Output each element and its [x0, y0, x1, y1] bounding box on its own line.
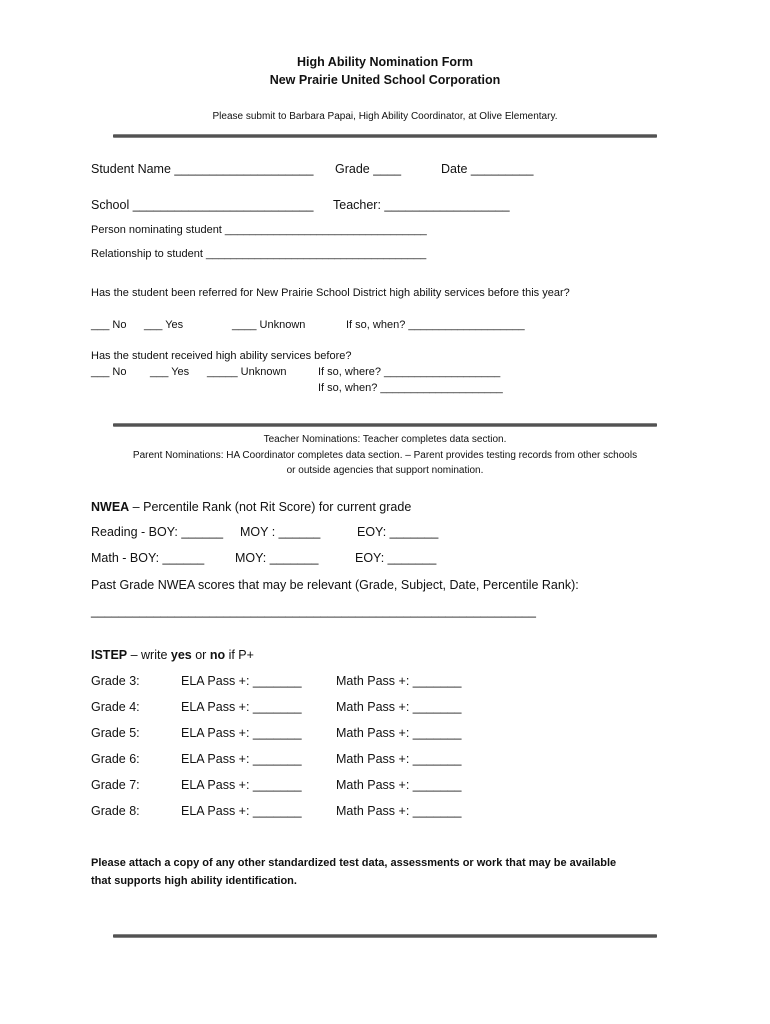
received-yes-option[interactable]: ___ Yes: [150, 366, 190, 378]
received-unknown-option[interactable]: _____ Unknown: [207, 366, 287, 378]
ela-pass-field[interactable]: ELA Pass +: _______: [181, 674, 302, 688]
parent-nominations-note-cont: or outside agencies that support nomination.: [286, 465, 484, 476]
grade-field[interactable]: Grade ____: [335, 162, 402, 176]
istep-grade-label: Grade 4:: [91, 700, 140, 714]
math-moy-field[interactable]: MOY: _______: [235, 551, 319, 565]
nominator-field[interactable]: Person nominating student _________________________________: [91, 224, 427, 236]
math-pass-field[interactable]: Math Pass +: _______: [336, 700, 462, 714]
attachment-note: Please attach a copy of any other standardized test data, assessments or work that may be available: [91, 857, 617, 869]
referral-yes-option[interactable]: ___ Yes: [144, 319, 184, 331]
divider: [113, 423, 657, 427]
math-pass-field[interactable]: Math Pass +: _______: [336, 804, 462, 818]
received-question: Has the student received high ability services before?: [91, 350, 352, 362]
student-name-field[interactable]: Student Name ____________________: [91, 162, 314, 176]
nwea-heading: NWEA – Percentile Rank (not Rit Score) for current grade: [91, 500, 412, 514]
divider: [113, 934, 657, 938]
form-title: High Ability Nomination Form: [297, 55, 473, 69]
istep-grade-label: Grade 6:: [91, 752, 140, 766]
past-nwea-line[interactable]: ________________________________________________________________: [91, 604, 536, 618]
past-nwea-label: Past Grade NWEA scores that may be relevant (Grade, Subject, Date, Percentile Rank):: [91, 578, 579, 592]
received-when-field[interactable]: If so, when? ____________________: [318, 382, 503, 394]
received-where-field[interactable]: If so, where? ___________________: [318, 366, 501, 378]
referral-when-field[interactable]: If so, when? ___________________: [346, 319, 525, 331]
submission-instruction: Please submit to Barbara Papai, High Ability Coordinator, at Olive Elementary.: [212, 111, 558, 122]
teacher-field[interactable]: Teacher: __________________: [333, 198, 510, 212]
istep-grade-label: Grade 5:: [91, 726, 140, 740]
reading-moy-field[interactable]: MOY : ______: [240, 525, 321, 539]
parent-nominations-note: Parent Nominations: HA Coordinator completes data section. – Parent provides testing records from other schools: [132, 450, 638, 461]
received-no-option[interactable]: ___ No: [91, 366, 127, 378]
relationship-field[interactable]: Relationship to student ____________________________________: [91, 248, 427, 260]
ela-pass-field[interactable]: ELA Pass +: _______: [181, 804, 302, 818]
referral-no-option[interactable]: ___ No: [91, 319, 127, 331]
referral-unknown-option[interactable]: ____ Unknown: [232, 319, 306, 331]
divider: [113, 134, 657, 138]
istep-grade-label: Grade 3:: [91, 674, 140, 688]
ela-pass-field[interactable]: ELA Pass +: _______: [181, 700, 302, 714]
math-pass-field[interactable]: Math Pass +: _______: [336, 726, 462, 740]
math-pass-field[interactable]: Math Pass +: _______: [336, 778, 462, 792]
math-eoy-field[interactable]: EOY: _______: [355, 551, 437, 565]
ela-pass-field[interactable]: ELA Pass +: _______: [181, 778, 302, 792]
date-field[interactable]: Date _________: [441, 162, 534, 176]
referral-question: Has the student been referred for New Prairie School District high ability services before this year?: [91, 287, 570, 299]
ela-pass-field[interactable]: ELA Pass +: _______: [181, 752, 302, 766]
istep-grade-label: Grade 7:: [91, 778, 140, 792]
attachment-note-cont: that supports high ability identification.: [91, 875, 297, 887]
school-field[interactable]: School __________________________: [91, 198, 314, 212]
math-pass-field[interactable]: Math Pass +: _______: [336, 752, 462, 766]
istep-grade-label: Grade 8:: [91, 804, 140, 818]
reading-boy-field[interactable]: Reading - BOY: ______: [91, 525, 224, 539]
math-pass-field[interactable]: Math Pass +: _______: [336, 674, 462, 688]
teacher-nominations-note: Teacher Nominations: Teacher completes data section.: [263, 434, 507, 445]
ela-pass-field[interactable]: ELA Pass +: _______: [181, 726, 302, 740]
reading-eoy-field[interactable]: EOY: _______: [357, 525, 439, 539]
istep-heading: ISTEP – write yes or no if P+: [91, 648, 254, 662]
math-boy-field[interactable]: Math - BOY: ______: [91, 551, 205, 565]
form-subtitle: New Prairie United School Corporation: [269, 73, 501, 87]
